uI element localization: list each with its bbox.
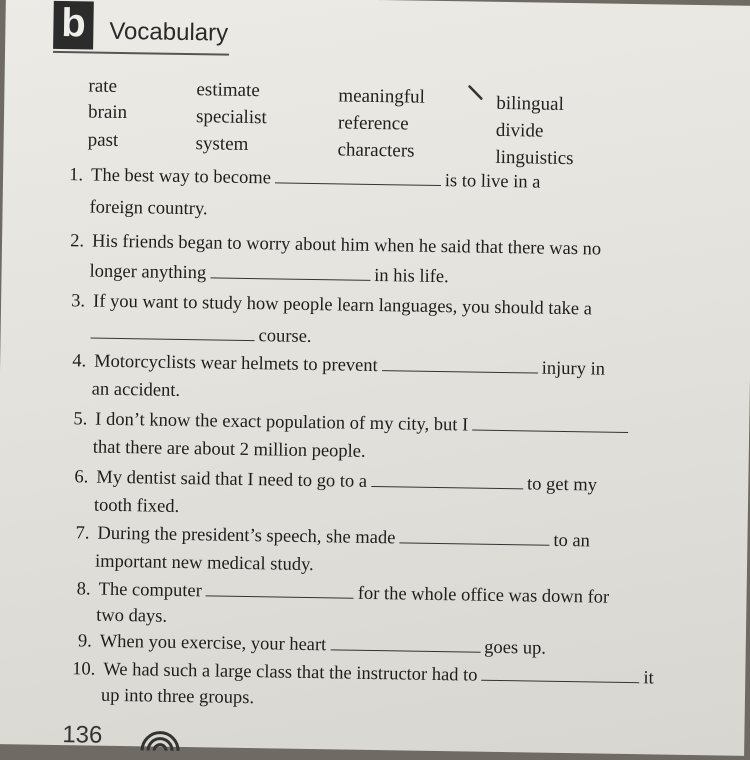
question-text: We had such a large class that the instructor had to xyxy=(103,659,478,686)
question-text: an accident. xyxy=(91,379,181,401)
question-number: 5. xyxy=(73,409,88,430)
question-number: 6. xyxy=(74,467,89,488)
question-text: course. xyxy=(258,326,312,347)
question-4 xyxy=(62,351,605,381)
question-text: to an xyxy=(553,530,591,552)
question-text: When you exercise, your heart xyxy=(99,631,327,656)
question-text: The computer xyxy=(98,579,202,602)
question-number: 2. xyxy=(70,231,85,252)
question-7 xyxy=(65,523,590,552)
question-text: If you want to study how people learn languages, you should take a xyxy=(92,291,593,320)
question-2 xyxy=(60,231,601,260)
question-10 xyxy=(69,659,654,689)
question-8 xyxy=(66,579,609,609)
word-bank-item: reference xyxy=(337,112,409,135)
answer-blank[interactable] xyxy=(275,181,441,186)
question-number: 9. xyxy=(77,631,92,652)
question-text: longer anything xyxy=(89,261,207,284)
answer-blank[interactable] xyxy=(382,369,538,373)
question-text: tooth fixed. xyxy=(93,495,180,517)
question-1 xyxy=(59,165,541,194)
question-text: important new medical study. xyxy=(94,551,314,576)
question-5 xyxy=(63,409,632,439)
question-number: 3. xyxy=(71,291,86,312)
answer-blank[interactable] xyxy=(91,337,255,342)
answer-blank[interactable] xyxy=(399,541,549,545)
word-bank-item: system xyxy=(195,133,249,155)
word-bank-item: bilingual xyxy=(496,92,565,115)
question-text: During the president’s speech, she made xyxy=(97,523,396,549)
word-bank-item: characters xyxy=(337,139,415,162)
question-text: The best way to become xyxy=(90,165,272,189)
title-underline xyxy=(53,51,229,56)
question-text: My dentist said that I need to go to a xyxy=(96,467,368,492)
question-text: in his life. xyxy=(374,265,449,288)
section-letter-badge: b xyxy=(53,1,94,50)
question-number: 7. xyxy=(75,523,90,544)
word-bank-item: rate xyxy=(88,75,118,97)
question-text: for the whole office was down for xyxy=(357,583,610,608)
publisher-logo-icon xyxy=(138,728,182,751)
question-9 xyxy=(68,631,546,660)
question-text: to get my xyxy=(526,474,598,496)
word-bank-item: divide xyxy=(495,119,544,142)
question-text: foreign country. xyxy=(89,197,208,220)
word-bank-item: linguistics xyxy=(495,146,574,170)
question-2-line-2 xyxy=(89,262,448,289)
question-text: goes up. xyxy=(484,637,547,659)
question-number: 1. xyxy=(69,165,84,186)
question-3 xyxy=(61,291,592,320)
answer-blank[interactable] xyxy=(371,485,523,489)
section-title: Vocabulary xyxy=(109,17,229,47)
question-number: 4. xyxy=(72,351,87,372)
word-bank-item: past xyxy=(87,129,119,151)
question-text: two days. xyxy=(96,605,168,627)
question-text: Motorcyclists wear helmets to prevent xyxy=(94,351,378,377)
question-text: is to live in a xyxy=(444,171,541,193)
word-bank-item: brain xyxy=(87,101,128,124)
question-text: injury in xyxy=(541,358,606,380)
question-3-line-2 xyxy=(90,324,311,348)
word-bank-item: estimate xyxy=(196,79,260,102)
question-number: 10. xyxy=(72,659,96,680)
page-number: 136 xyxy=(62,721,103,749)
word-bank-item: specialist xyxy=(195,106,267,129)
question-text: up into three groups. xyxy=(100,685,255,709)
pencil-tick-icon xyxy=(466,83,484,101)
answer-blank[interactable] xyxy=(481,679,639,683)
question-text: it xyxy=(643,668,654,689)
question-text: His friends began to worry about him when he said that there was no xyxy=(91,231,602,260)
answer-blank[interactable] xyxy=(330,648,480,652)
question-6 xyxy=(64,467,597,496)
answer-blank[interactable] xyxy=(210,276,370,281)
question-number: 8. xyxy=(76,579,91,600)
question-text: that there are about 2 million people. xyxy=(92,437,366,462)
word-bank-item: meaningful xyxy=(338,85,426,108)
answer-blank[interactable] xyxy=(206,594,354,598)
question-text: I don’t know the exact population of my city, but I xyxy=(95,409,469,436)
answer-blank[interactable] xyxy=(472,429,628,433)
